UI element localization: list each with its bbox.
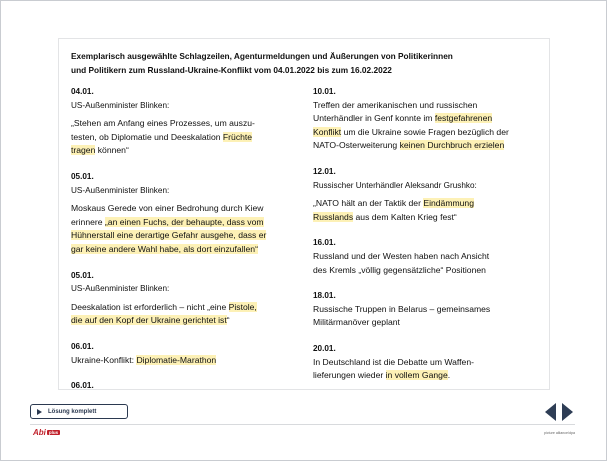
entry: [71, 170, 293, 257]
highlight: die auf den Kopf der Ukraine gerichtet ist: [71, 315, 227, 326]
entry-text: „NATO hält an der Taktik der Eindämmung Russlands aus dem Kalten Krieg fest“: [313, 198, 474, 222]
entry-date: 05.01.: [71, 171, 94, 181]
entry-text: Ukraine-Konflikt: Diplomatie-Marathon: [71, 354, 217, 365]
highlight: Hühnerstall eine derartige Gefahr ausgehe, dass er: [71, 230, 267, 241]
entry-speaker: US-Außenminister Blinken:: [71, 284, 170, 294]
left-column: [71, 85, 293, 390]
highlight: Konflikt: [313, 126, 342, 137]
entry-text: „Stehen am Anfang eines Prozesses, um auszu- testen, ob Diplomatie und Deeskalation Früchte tragen können“: [71, 118, 255, 156]
entry-date: 10.01.: [313, 87, 336, 96]
entry-date: 05.01.: [71, 270, 94, 280]
footer-divider: [30, 424, 575, 425]
entry-text: Moskaus Gerede von einer Bedrohung durch Kiew erinnere „an einen Fuchs, der behaupte, dass vom Hühnerstall eine derartige Gefahr ausgehe, dass er gar keine andere Wahl habe, als dort einzufallen“: [71, 203, 267, 254]
entry: [313, 236, 545, 277]
entry-speaker: Russischer Unterhändler Aleksandr Grushko:: [313, 180, 477, 190]
image-credit: picture alliance/dpa: [544, 431, 575, 435]
entry: [71, 340, 293, 367]
title-line-2: und Politikern zum Russland-Ukraine-Konflikt vom 04.01.2022 bis zum 16.02.2022: [71, 65, 392, 75]
highlight: Eindämmung: [423, 198, 474, 209]
logo: [33, 428, 60, 437]
solution-button-label: Lösung komplett: [48, 408, 97, 415]
entry-date: 20.01.: [313, 343, 336, 353]
entry-speaker: US-Außenminister Blinken:: [71, 100, 170, 110]
highlight: gar keine andere Wahl habe, als dort einzufallen“: [71, 243, 258, 254]
highlight: Pistole,: [228, 301, 257, 312]
entry-text: Russland und der Westen haben nach Ansicht des Kremls „völlig gegensätzliche“ Positionen: [313, 250, 490, 275]
entry-text: In Deutschland ist die Debatte um Waffen- lieferungen wieder in vollem Gange.: [313, 356, 474, 381]
logo-badge: plus: [48, 430, 59, 436]
previous-page-button[interactable]: [545, 403, 556, 421]
entry: [313, 85, 545, 153]
right-column: [313, 85, 545, 390]
content-panel: [58, 38, 550, 390]
entry-date: 06.01.: [71, 381, 94, 390]
highlight: in vollem Gange: [385, 370, 448, 381]
entry-text: Russische Truppen in Belarus – gemeinsames Militärmanöver geplant: [313, 303, 491, 328]
entry-date: 16.01.: [313, 238, 336, 248]
highlight: Diplomatie-Marathon: [136, 354, 217, 365]
entry: [71, 269, 293, 328]
entry: [313, 342, 545, 383]
entry-date: 18.01.: [313, 291, 336, 301]
next-page-button[interactable]: [562, 403, 573, 421]
highlight: „an einen Fuchs, der behaupte, dass vom: [104, 216, 264, 227]
highlight: Russlands: [313, 211, 354, 222]
entry-text: Treffen der amerikanischen und russischen Unterhändler in Genf konnte im festgefahrenen Konflikt um die Ukraine sowie Fragen bezüglich der NATO-Osterweiterung keinen Durchbruch erzielen: [313, 99, 509, 151]
entry: [313, 289, 545, 330]
entry-date: 06.01.: [71, 341, 94, 351]
entry-date: 04.01.: [71, 87, 94, 96]
entry-speaker: US-Außenminister Blinken:: [71, 185, 170, 195]
entry-text: Deeskalation ist erforderlich – nicht „eine Pistole, die auf den Kopf der Ukraine gerichtet ist“: [71, 301, 257, 326]
entry: [71, 85, 293, 158]
highlight: festgefahrenen: [434, 113, 493, 124]
highlight: tragen: [71, 145, 96, 156]
highlight: keinen Durchbruch erzielen: [399, 140, 505, 151]
entry: [71, 379, 293, 390]
solution-button[interactable]: [30, 404, 128, 419]
title-line-1: Exemplarisch ausgewählte Schlagzeilen, Agenturmeldungen und Äußerungen von Politikerinnen: [71, 51, 453, 61]
entry-date: 12.01.: [313, 166, 336, 176]
entry: [313, 165, 545, 224]
page-title: [71, 49, 541, 77]
logo-text: Abi: [33, 428, 46, 437]
highlight: Früchte: [222, 131, 253, 142]
play-icon: [37, 409, 42, 415]
